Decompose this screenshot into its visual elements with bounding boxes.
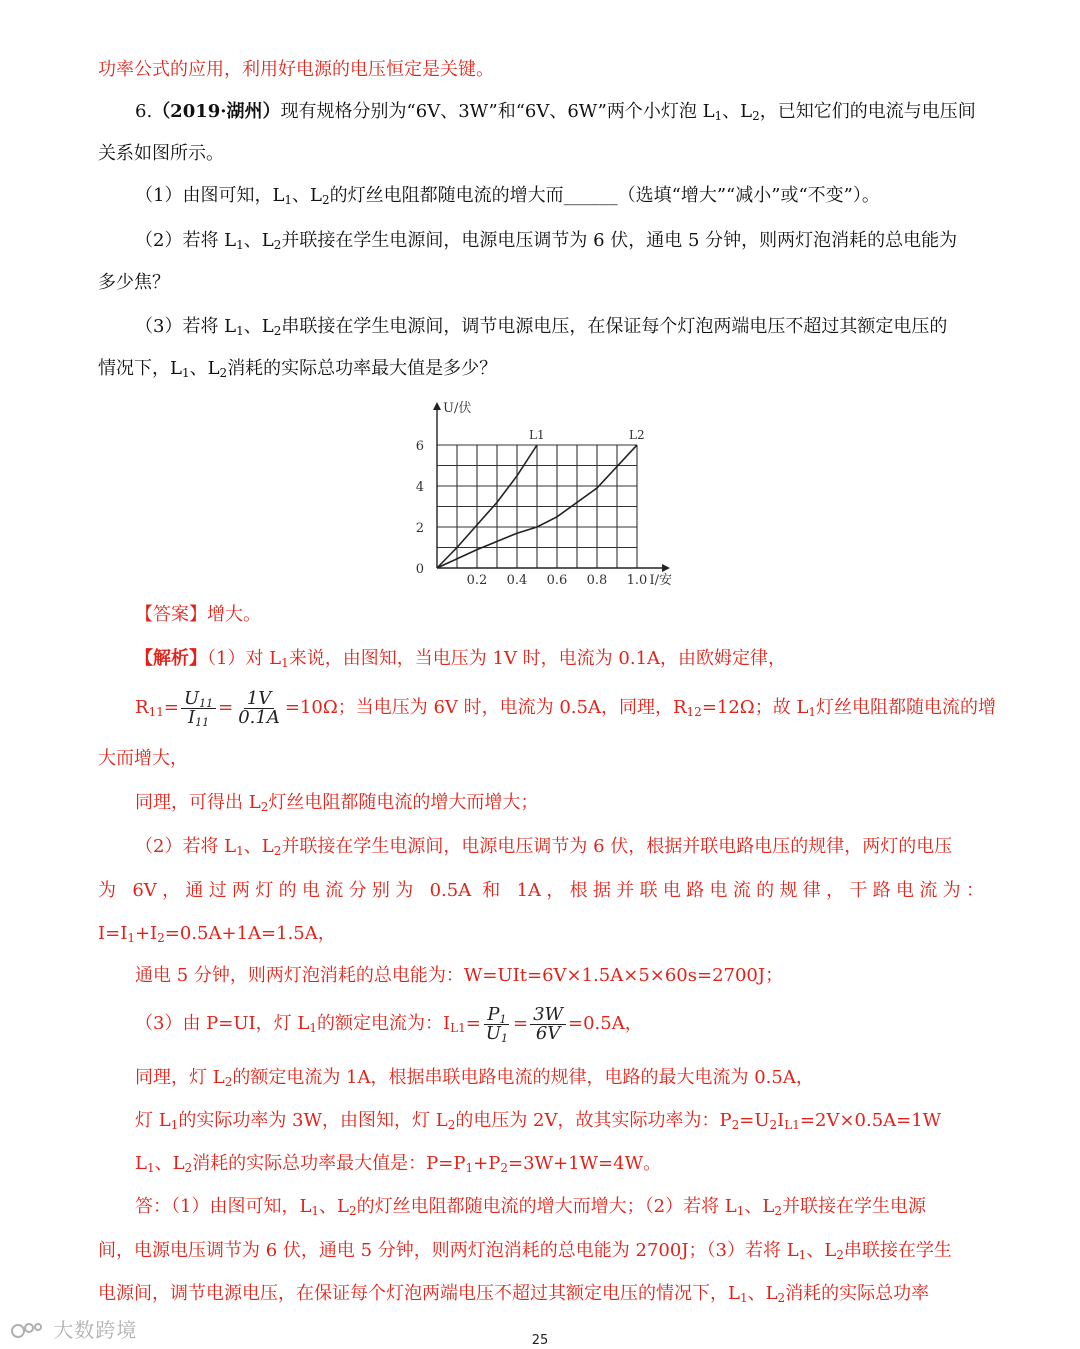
y-tick-label: 2 xyxy=(415,521,424,536)
analysis-line-2: $R_{11}=$ $\frac{U_{11}}{I_{11}}$ = $\frac{1V}{0.1A}$ =10Ω；当电压为 6V 时，电流为 0.5A，同理，$R_{12}=12\Omega$；故 $L_1$灯丝电阻都随电流的增 xyxy=(135,687,997,729)
question-part-3: （3）若将 $L_1$、$L_2$串联接在学生电源间，调节电源电压，在保证每个灯泡两端电压不超过其额定电压的 xyxy=(135,316,948,338)
x-tick-label: 0.6 xyxy=(546,573,568,588)
question-stem: 6.（2019·湖州）现有规格分别为“6V、3W”和“6V、6W”两个小灯泡 $L_1$、$L_2$，已知它们的电流与电压间 xyxy=(135,101,976,123)
analysis-line-10: 同理，灯 $L_2$的额定电流为 1A，根据串联电路电流的规律，电路的最大电流为 0.5A， xyxy=(135,1067,814,1089)
page-number: 25 xyxy=(531,1333,549,1348)
watermark-text: 大数跨境 xyxy=(53,1318,138,1342)
y-axis-label: U/伏 xyxy=(443,401,472,416)
question-source: （2019·湖州） xyxy=(152,101,281,122)
question-part-2: （2）若将 $L_1$、$L_2$并联接在学生电源间，电源电压调节为 6 伏，通电 5 分钟，则两灯泡消耗的总电能为 xyxy=(135,230,958,252)
x-axis-label: I/安 xyxy=(649,573,672,588)
fraction-1v-01a: $\frac{1V}{0.1A}$ xyxy=(238,687,280,728)
analysis-line-14: 间，电源电压调节为 6 伏，通电 5 分钟，则两灯泡消耗的总电能为 2700J；（3）若将 $L_1$、$L_2$串联接在学生 xyxy=(98,1240,952,1262)
analysis-line-9: （3）由 P=UI，灯 $L_1$的额定电流为：$I_{L1}=$ $\frac{P_1}{U_1}$ = $\frac{3W}{6V}$ =0.5A， xyxy=(135,1003,643,1045)
analysis-line-5: （2）若将 $L_1$、$L_2$并联接在学生电源间，电源电压调节为 6 伏，根据并联电路电压的规律，两灯的电压 xyxy=(135,836,953,858)
analysis-line-1: 【解析】（1）对 $L_1$来说，由图知，当电压为 1V 时，电流为 0.1A，由欧姆定律， xyxy=(135,648,787,670)
intro-line: 功率公式的应用，利用好电源的电压恒定是关键。 xyxy=(98,59,494,80)
chart-grid xyxy=(437,445,637,568)
y-tick-label: 4 xyxy=(415,480,424,495)
fraction-3w-6v: $\frac{3W}{6V}$ xyxy=(530,1006,566,1043)
series-label-l2: L2 xyxy=(629,428,645,442)
question-stem-2: 关系如图所示。 xyxy=(98,143,224,164)
fraction-u11-i11: $\frac{U_{11}}{I_{11}}$ xyxy=(181,690,216,727)
question-part-1: （1）由图可知，$L_1$、$L_2$的灯丝电阻都随电流的增大而______（选填“增大”“减小”或“不变”）。 xyxy=(135,185,880,207)
question-part-3-cont: 情况下，$L_1$、$L_2$消耗的实际总功率最大值是多少？ xyxy=(98,358,498,380)
y-axis-arrow-icon xyxy=(433,402,441,410)
current-voltage-chart xyxy=(400,398,720,598)
question-part-2-cont: 多少焦？ xyxy=(98,272,170,293)
y-tick-label: 6 xyxy=(415,439,424,454)
answer-line xyxy=(135,602,261,628)
question-number: 6. xyxy=(135,101,153,122)
analysis-line-15: 电源间，调节电源电压，在保证每个灯泡两端电压不超过其额定电压的情况下，$L_1$、$L_2$消耗的实际总功率 xyxy=(98,1283,930,1305)
analysis-line-3: 大而增大， xyxy=(98,748,188,769)
analysis-line-6: 为 6V，通过两灯的电流分别为 0.5A 和 1A，根据并联电路电流的规律，干路电流为： xyxy=(98,880,984,901)
fraction-p1-u1: $\frac{P_1}{U_1}$ xyxy=(485,1003,508,1045)
y-tick-label: 0 xyxy=(415,562,424,577)
series-label-l1: L1 xyxy=(529,428,545,442)
analysis-line-7: $I=I_1+I_2=0.5A+1A=1.5A$， xyxy=(98,923,336,945)
analysis-label: 【解析】 xyxy=(135,648,207,669)
analysis-line-8: 通电 5 分钟，则两灯泡消耗的总电能为：W=UIt=6V×1.5A×5×60s=2700J； xyxy=(135,965,784,986)
analysis-line-12: $L_1$、$L_2$消耗的实际总功率最大值是：$P=P_1+P_2=3W+1W=4W$。 xyxy=(135,1153,662,1175)
x-tick-label: 0.8 xyxy=(586,573,608,588)
x-tick-label: 0.2 xyxy=(466,573,488,588)
analysis-line-4: 同理，可得出 $L_2$灯丝电阻都随电流的增大而增大； xyxy=(135,792,539,814)
x-tick-label: 0.4 xyxy=(506,573,528,588)
answer-text: 增大。 xyxy=(207,604,261,625)
x-axis-arrow-icon xyxy=(662,564,670,572)
x-tick-label: 1.0 xyxy=(626,573,648,588)
answer-label: 【答案】 xyxy=(135,604,207,625)
analysis-line-11: 灯 $L_1$的实际功率为 3W，由图知，灯 $L_2$的电压为 2V，故其实际功率为：$P_2=U_2I_{L1}=2V\times 0.5A=1W$ xyxy=(135,1110,942,1132)
analysis-line-13: 答：（1）由图可知，$L_1$、$L_2$的灯丝电阻都随电流的增大而增大；（2）若将 $L_1$、$L_2$并联接在学生电源 xyxy=(135,1196,926,1218)
